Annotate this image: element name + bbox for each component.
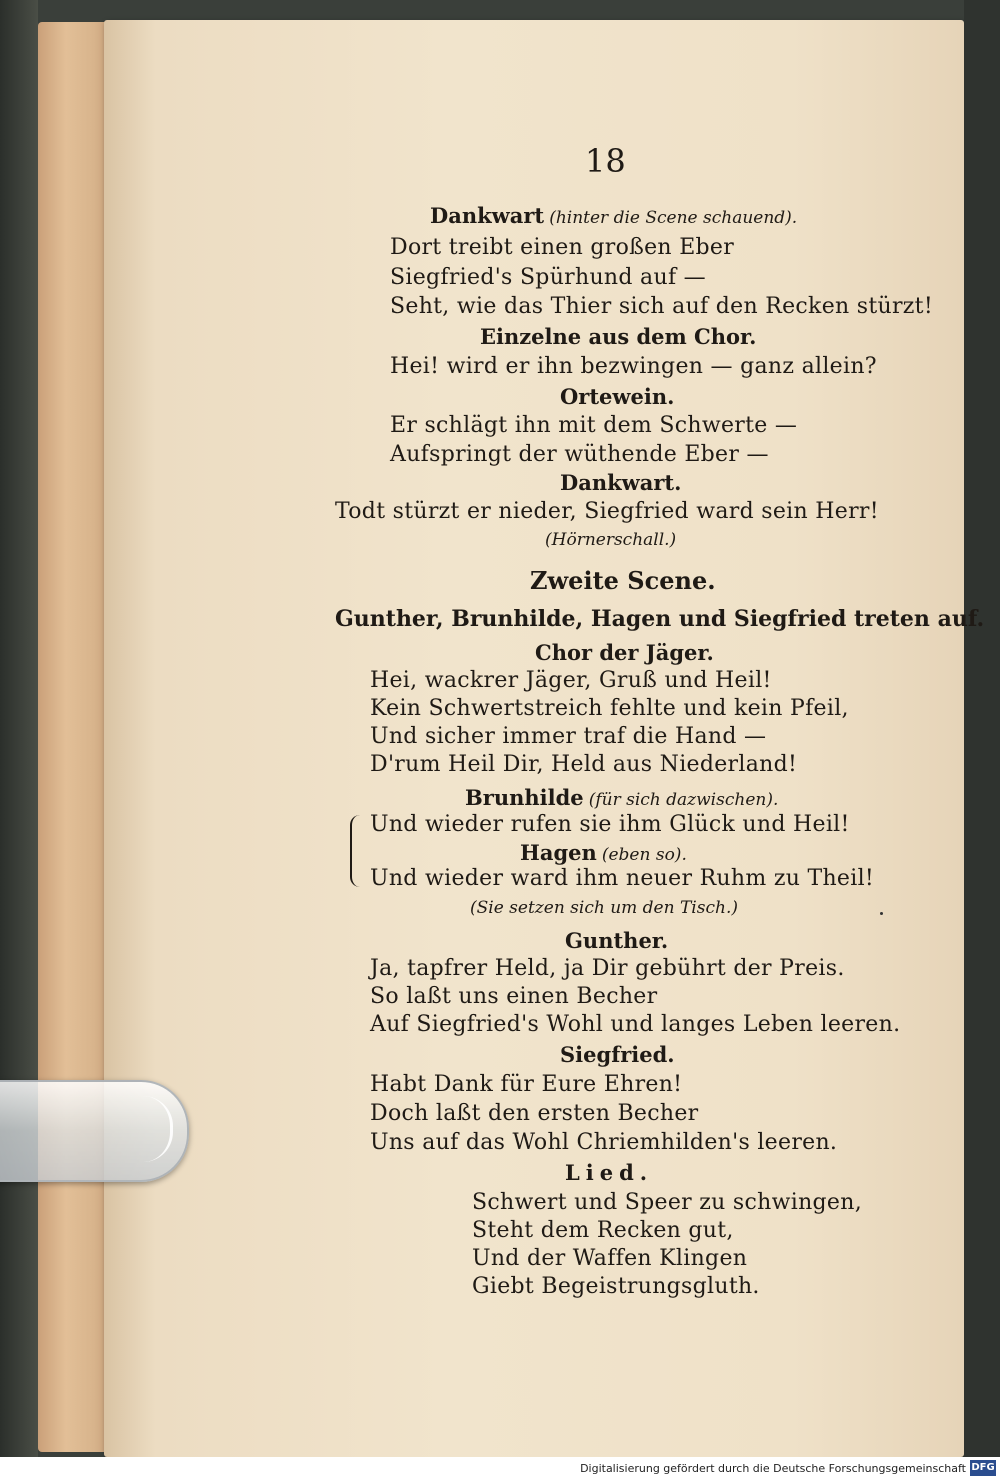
song-line: Steht dem Recken gut, bbox=[472, 1218, 734, 1243]
speaker-heading bbox=[430, 203, 797, 228]
funding-credit: Digitalisierung gefördert durch die Deutsche Forschungsgemeinschaft bbox=[580, 1462, 966, 1475]
speaker-name: Ortewein. bbox=[560, 384, 675, 409]
verse-line: Auf Siegfried's Wohl und langes Leben leeren. bbox=[370, 1012, 901, 1037]
speaker-name: Gunther. bbox=[565, 928, 669, 953]
speaker-name: Brunhilde bbox=[465, 785, 584, 810]
stage-direction: (hinter die Scene schauend). bbox=[549, 208, 798, 228]
song-line: Und der Waffen Klingen bbox=[472, 1246, 748, 1271]
page-stack-edge bbox=[38, 22, 108, 1452]
verse-line: Siegfried's Spürhund auf — bbox=[390, 265, 706, 290]
verse-line: D'rum Heil Dir, Held aus Niederland! bbox=[370, 752, 798, 777]
speaker-name: Dankwart bbox=[430, 203, 545, 228]
verse-line: So laßt uns einen Becher bbox=[370, 984, 658, 1009]
verse-line: Er schlägt ihn mit dem Schwerte — bbox=[390, 413, 798, 438]
speaker-heading bbox=[520, 840, 687, 865]
verse-line: Hei, wackrer Jäger, Gruß und Heil! bbox=[370, 668, 772, 693]
speaker-name: Hagen bbox=[520, 840, 597, 865]
song-line: Giebt Begeistrungsgluth. bbox=[472, 1274, 760, 1299]
verse-line: Ja, tapfrer Held, ja Dir gebührt der Preis. bbox=[370, 956, 845, 981]
verse-line: Aufspringt der wüthende Eber — bbox=[390, 442, 769, 467]
stage-direction: (eben so). bbox=[601, 845, 687, 865]
scanner-edge bbox=[0, 0, 38, 1481]
song-line: Schwert und Speer zu schwingen, bbox=[472, 1190, 863, 1215]
scanner-edge-right bbox=[964, 0, 1000, 1481]
stage-direction: (für sich dazwischen). bbox=[588, 790, 779, 810]
speaker-name: Chor der Jäger. bbox=[535, 640, 714, 665]
ink-speck bbox=[880, 912, 883, 915]
speaker-name: Siegfried. bbox=[560, 1042, 675, 1067]
page-clip bbox=[0, 1080, 189, 1182]
verse-line: Hei! wird er ihn bezwingen — ganz allein? bbox=[390, 354, 877, 379]
speaker-name: Einzelne aus dem Chor. bbox=[480, 324, 757, 349]
verse-line: Todt stürzt er nieder, Siegfried ward sein Herr! bbox=[335, 499, 879, 524]
verse-line: Kein Schwertstreich fehlte und kein Pfeil, bbox=[370, 696, 849, 721]
speaker-name: Dankwart. bbox=[560, 470, 682, 495]
page-number: 18 bbox=[585, 142, 626, 180]
brace-mark bbox=[350, 815, 362, 887]
verse-line: Dort treibt einen großen Eber bbox=[390, 235, 735, 260]
footer-bar bbox=[0, 1457, 1000, 1481]
verse-line: Habt Dank für Eure Ehren! bbox=[370, 1072, 683, 1097]
verse-line: Doch laßt den ersten Becher bbox=[370, 1101, 699, 1126]
verse-line: Und wieder ward ihm neuer Ruhm zu Theil! bbox=[370, 866, 875, 891]
dfg-logo-icon: DFG bbox=[970, 1460, 996, 1476]
verse-line: Uns auf das Wohl Chriemhilden's leeren. bbox=[370, 1130, 838, 1155]
song-heading: Lied. bbox=[565, 1160, 654, 1185]
speaker-heading bbox=[465, 785, 778, 810]
stage-direction: (Sie setzen sich um den Tisch.) bbox=[470, 898, 738, 918]
scene-cast: Gunther, Brunhilde, Hagen und Siegfried treten auf. bbox=[335, 606, 985, 632]
stage-direction: (Hörnerschall.) bbox=[545, 530, 677, 550]
verse-line: Und wieder rufen sie ihm Glück und Heil! bbox=[370, 812, 850, 837]
verse-line: Seht, wie das Thier sich auf den Recken stürzt! bbox=[390, 294, 933, 319]
scene-title: Zweite Scene. bbox=[530, 566, 716, 595]
verse-line: Und sicher immer traf die Hand — bbox=[370, 724, 767, 749]
